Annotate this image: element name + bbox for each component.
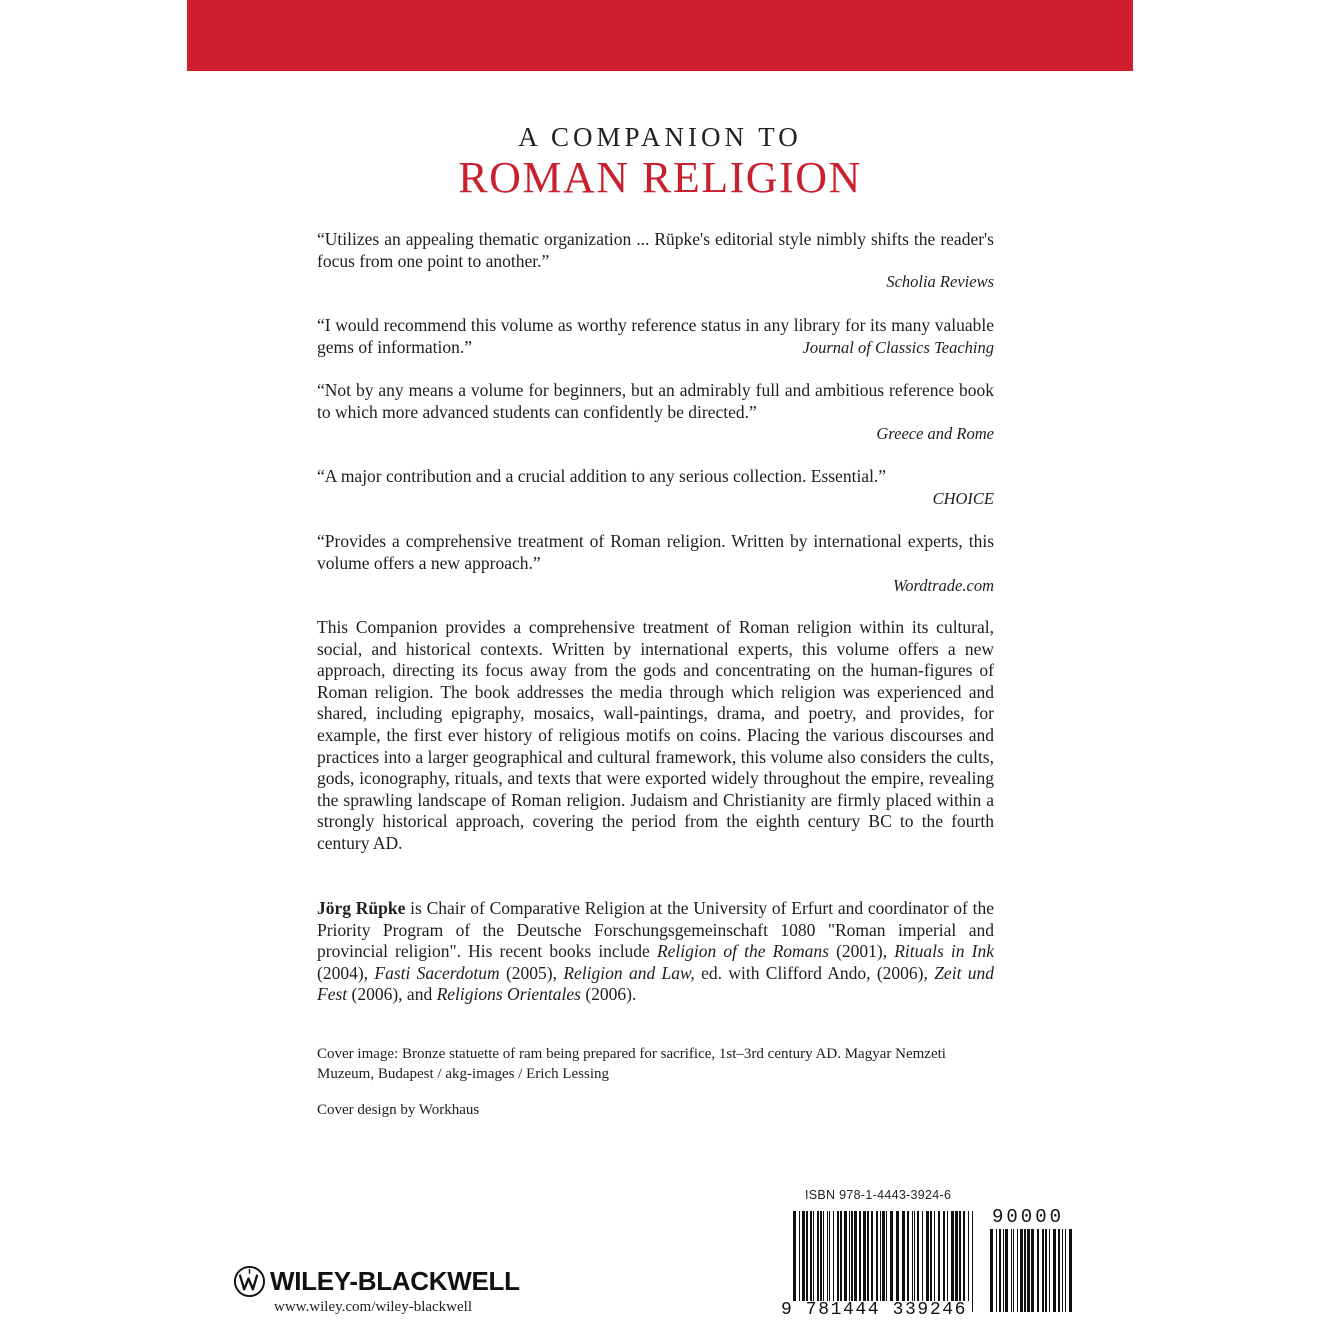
barcode-bar (867, 1211, 869, 1312)
barcode-bar (1062, 1229, 1063, 1312)
title-line-1: A COMPANION TO (518, 122, 802, 152)
barcode-bar (810, 1211, 812, 1312)
barcode-bar (793, 1211, 796, 1312)
barcode-bar (972, 1211, 973, 1312)
review-quote-3: “Not by any means a volume for beginners, but an admirably full and ambitious reference book to which more advanced students can confidently be directed.” (317, 380, 994, 422)
barcode-bar (1013, 1229, 1014, 1312)
ean-digits: 9 781444 339246 (781, 1300, 968, 1320)
barcode-bar (806, 1211, 808, 1312)
barcode-bar (823, 1211, 824, 1312)
barcode-bar (947, 1211, 948, 1312)
barcode-bar (1065, 1229, 1066, 1312)
barcode-bar (926, 1211, 929, 1312)
barcode-bar (1042, 1229, 1044, 1312)
barcode-bar (840, 1211, 842, 1312)
barcode-bar (1045, 1229, 1047, 1312)
barcode-bar (799, 1211, 800, 1312)
review-quote-4: “A major contribution and a crucial addition to any serious collection. Essential.” (317, 466, 887, 486)
barcode-bar (1017, 1229, 1018, 1312)
barcode-bar (820, 1211, 822, 1312)
barcode-bar (880, 1211, 881, 1312)
barcode-bar (851, 1211, 853, 1312)
barcode-bar (963, 1211, 965, 1312)
barcode-bar (999, 1229, 1001, 1312)
back-cover (187, 0, 1133, 1320)
barcode-bar (844, 1211, 847, 1312)
publisher-url: www.wiley.com/wiley-blackwell (274, 1299, 472, 1315)
barcode-bar (938, 1211, 940, 1312)
barcode-bar (871, 1211, 873, 1312)
barcode-bar (817, 1211, 819, 1312)
review-source-5: Wordtrade.com (893, 576, 994, 595)
barcode-bar (890, 1211, 893, 1312)
barcode-bar (837, 1211, 839, 1312)
barcode-bar (863, 1211, 866, 1312)
review-source-3: Greece and Rome (876, 424, 994, 443)
title-line-2: ROMAN RELIGION (458, 153, 862, 202)
book-description: This Companion provides a comprehensive treatment of Roman religion within its cultural, social, and historical contexts. Written by international experts, this volume offers a new approach, directing its focus away from the gods and concentrating on the human-figures of Roman religion. The book addresses the media through which religion was experienced and shared, including epigraphy, mosaics, wall-paintings, drama, and poetry, and provides, for example, the first ever history of religious motifs on coins. Placing the various discourses and practices into a larger geographical and cultural framework, this volume also considers the cults, gods, iconography, rituals, and texts that were exported widely throughout the empire, revealing the sprawling landscape of Roman religion. Judaism and Christianity are firmly placed within a strongly historical approach, covering the period from the eighth century BC to the fourth century AD. (317, 617, 994, 853)
author-bio: Jörg Rüpke is Chair of Comparative Religion at the University of Erfurt and coordinator of the Priority Program of the Deutsche Forschungsgemeinschaft 1080 "Roman imperial and provincial religion". His recent books include Religion of the Romans (2001), Rituals in Ink (2004), Fasti Sacerdotum (2005), Religion and Law, ed. with Clifford Ando, (2006), Zeit und Fest (2006), and Religions Orientales (2006). (317, 898, 995, 1005)
barcode-bar (859, 1211, 861, 1312)
ean-barcode (793, 1211, 977, 1312)
barcode-bar (951, 1211, 954, 1312)
author-name: Jörg Rüpke (317, 898, 406, 918)
publisher-name: WILEY-BLACKWELL (270, 1265, 520, 1296)
barcode-bar (943, 1211, 945, 1312)
barcode-bar (917, 1211, 919, 1312)
barcode-bar (907, 1211, 909, 1312)
addon-barcode (990, 1229, 1074, 1312)
barcode-bar (1005, 1229, 1008, 1312)
review-quote-2: “I would recommend this volume as worthy reference status in any library for its many valuable gems of information.” (317, 315, 994, 357)
publisher-logo (233, 1263, 520, 1299)
barcode-bar (996, 1229, 997, 1312)
barcode-bar (876, 1211, 878, 1312)
barcode-bar (854, 1211, 857, 1312)
barcode-bar (1011, 1229, 1012, 1312)
barcode-bar (1024, 1229, 1026, 1312)
review-quote-1: “Utilizes an appealing thematic organization ... Rüpke's editorial style nimbly shifts the reader's focus from one point to another.” (317, 229, 994, 271)
barcode-bar (833, 1211, 834, 1312)
barcode-bar (902, 1211, 905, 1312)
cover-design-credit: Cover design by Workhaus (317, 1102, 480, 1118)
cover-image-credit: Cover image: Bronze statuette of ram being prepared for sacrifice, 1st–3rd century AD. Magyar Nemzeti Muzeum, Budapest / akg-images / Erich Lessing (317, 1046, 946, 1082)
barcode-bar (849, 1211, 850, 1312)
barcode-bar (959, 1211, 961, 1312)
barcode-bar (955, 1211, 958, 1312)
barcode-bar (802, 1211, 805, 1312)
review-source-2: Journal of Classics Teaching (793, 338, 994, 358)
barcode-bar (1053, 1229, 1056, 1312)
wiley-mark-icon (233, 1265, 266, 1298)
review-quote-5: “Provides a comprehensive treatment of Roman religion. Written by international experts, this volume offers a new approach.” (317, 531, 994, 573)
barcode-bar (1027, 1229, 1030, 1312)
review-source-4: CHOICE (932, 489, 994, 508)
barcode-bar (882, 1211, 885, 1312)
barcode-bar (990, 1229, 993, 1312)
barcode-bar (1069, 1229, 1072, 1312)
red-top-band (187, 0, 1133, 71)
barcode-bar (1058, 1229, 1060, 1312)
barcode-bar (1049, 1229, 1050, 1312)
barcode-bar (934, 1211, 935, 1312)
barcode-bar (930, 1211, 932, 1312)
barcode-bar (896, 1211, 899, 1312)
barcode-bar (922, 1211, 923, 1312)
review-source-1: Scholia Reviews (886, 272, 994, 291)
barcode-bar (1031, 1229, 1034, 1312)
barcode-bar (1003, 1229, 1004, 1312)
barcode-bar (813, 1211, 814, 1312)
isbn-label: ISBN 978-1-4443-3924-6 (805, 1188, 952, 1202)
barcode-bar (1037, 1229, 1039, 1312)
barcode-bar (914, 1211, 915, 1312)
barcode-bar (968, 1211, 969, 1312)
addon-digits: 90000 (992, 1206, 1065, 1228)
barcode-bar (829, 1211, 830, 1312)
barcode-bar (827, 1211, 828, 1312)
barcode-bar (886, 1211, 887, 1312)
barcode-bar (912, 1211, 913, 1312)
barcode-bar (1020, 1229, 1023, 1312)
